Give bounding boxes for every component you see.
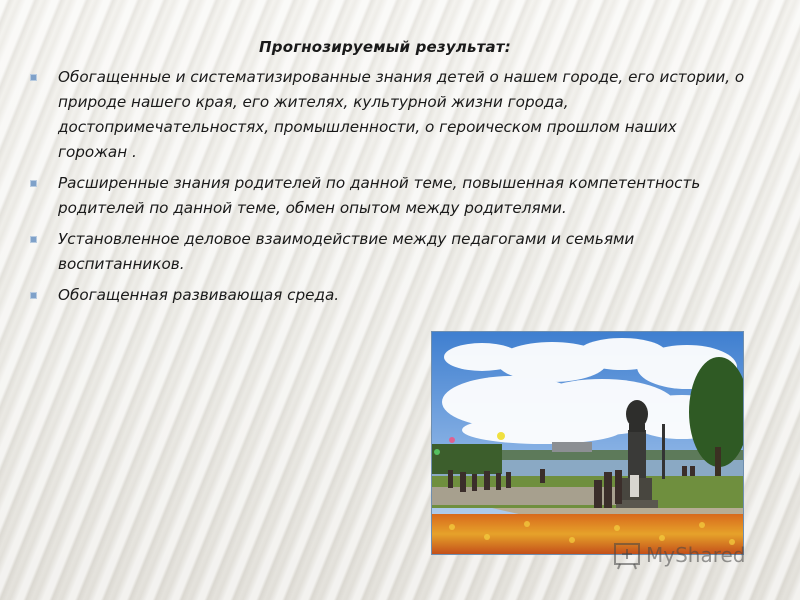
bullet-item bbox=[28, 171, 748, 221]
bullet-text: Установленное деловое взаимодействие между педагогами и семьями воспитанников. bbox=[58, 230, 635, 273]
bullet-item bbox=[28, 227, 748, 277]
bullet-item bbox=[28, 283, 748, 308]
bullet-text: Расширенные знания родителей по данной теме, повышенная компетентность родителей по данной теме, обмен опытом между родителями. bbox=[58, 174, 701, 217]
square-bullet-icon bbox=[30, 236, 37, 243]
square-bullet-icon bbox=[30, 292, 37, 299]
bullet-item bbox=[28, 65, 748, 165]
park-monument-photo bbox=[431, 331, 744, 555]
square-bullet-icon bbox=[30, 74, 37, 81]
slide-title: Прогнозируемый результат: bbox=[259, 38, 511, 56]
watermark bbox=[612, 538, 772, 572]
bullet-text: Обогащенная развивающая среда. bbox=[58, 286, 340, 304]
bullet-text: Обогащенные и систематизированные знания детей о нашем городе, его истории, о природе нашего края, его жителях, культурной жизни города, достопримечательностях, промышленности, о героическом прошлом наших горожан . bbox=[58, 68, 745, 161]
bullet-list bbox=[28, 65, 748, 314]
watermark-text: MyShared bbox=[646, 543, 746, 567]
square-bullet-icon bbox=[30, 180, 37, 187]
myshared-logo-icon bbox=[612, 540, 642, 570]
